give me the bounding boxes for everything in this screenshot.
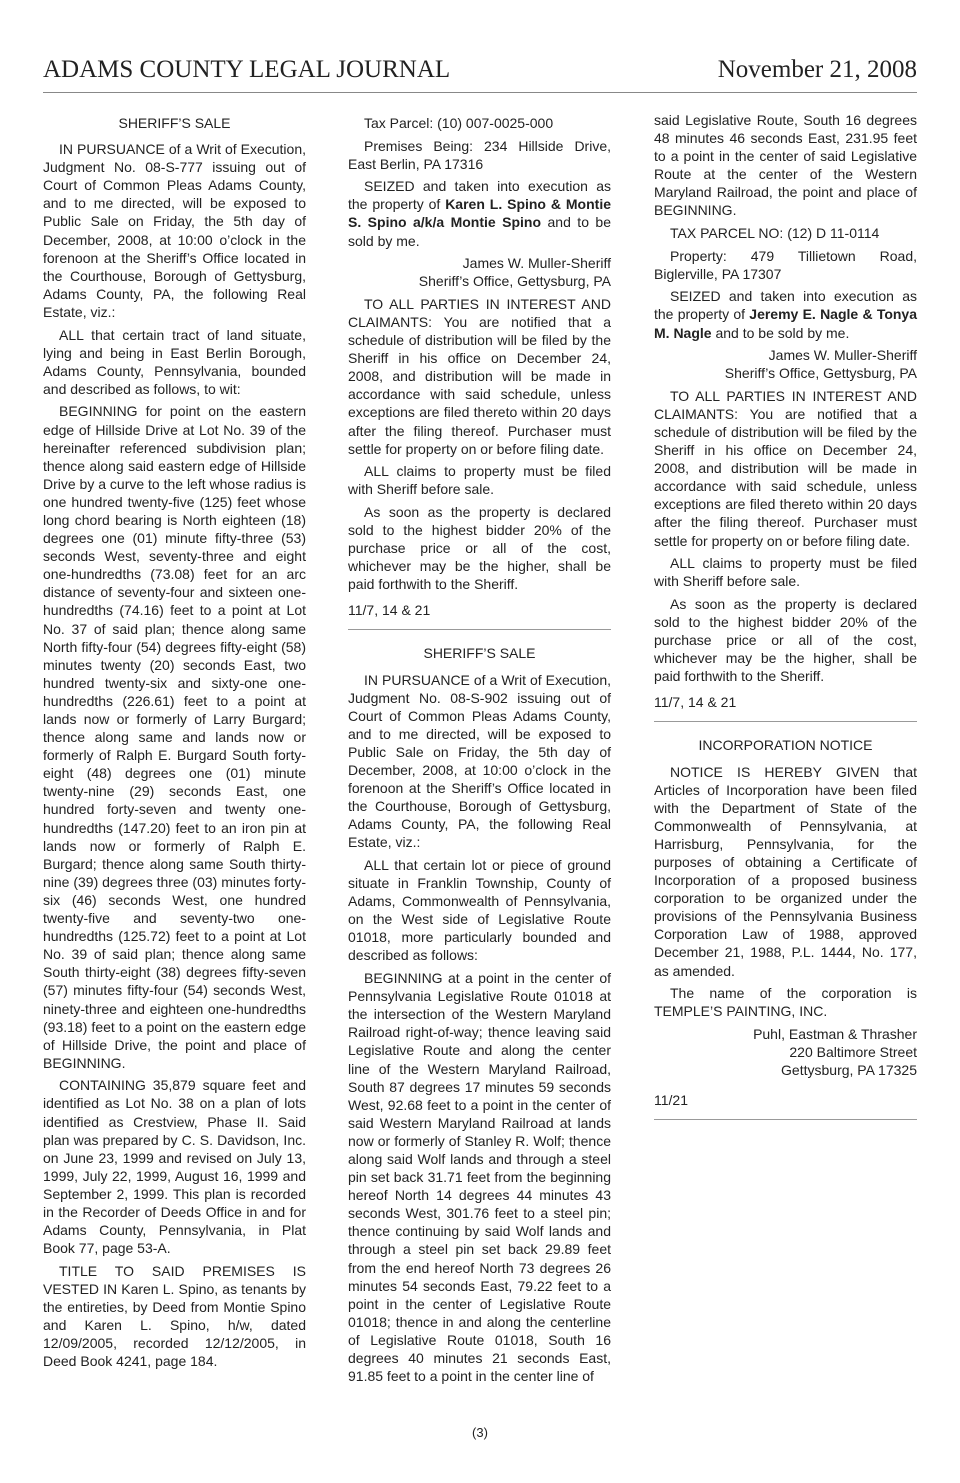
containing-paragraph: CONTAINING 35,879 square feet and identified as Lot No. 38 on a plan of lots identified as Crestview, Phase II. Said plan was prepared by C. S. Davidson, Inc. on June 23, 1999 and revised on July 13, 1999, July 22, 1999, August 16, 1999 and September 2, 1999. This plan is recorded in the Recorder of Deeds Office in and for Adams County, Pennsylvania, in Plat Book 77, page 53-A. bbox=[43, 1077, 306, 1257]
column-1 bbox=[43, 111, 306, 1375]
sheriffs-sale-heading: SHERIFF’S SALE bbox=[423, 645, 536, 662]
claims-paragraph: ALL claims to property must be filed with Sheriff before sale. bbox=[348, 463, 611, 498]
issue-date: November 21, 2008 bbox=[717, 56, 917, 83]
seized-paragraph: SEIZED and taken into execution as the property of Jeremy E. Nagle & Tonya M. Nagle and to be sold by me. bbox=[654, 288, 918, 341]
parties-paragraph: TO ALL PARTIES IN INTEREST AND CLAIMANTS: You are notified that a schedule of distribution will be filed by the Sheriff in his office on December 24, 2008, and distribution will be made in accordance with said schedule, unless exceptions are filed thereto within 20 days after the filing thereof. Purchaser must settle for property on or before filing date. bbox=[654, 387, 917, 549]
sheriff-signature: James W. Muller-Sheriff bbox=[462, 255, 611, 272]
payment-paragraph: As soon as the property is declared sold to the highest bidder 20% of the purchase price or all of the cost, whichever may be the higher, shall be paid forthwith to the Sheriff. bbox=[348, 503, 611, 593]
sheriff-office: Sheriff’s Office, Gettysburg, PA bbox=[724, 365, 917, 382]
title-paragraph: TITLE TO SAID PREMISES IS VESTED IN Karen L. Spino, as tenants by the entireties, by Deed from Montie Spino and Karen L. Spino, h/w, dated 12/09/2005, recorded 12/12/2005, in Deed Book 4241, page 184. bbox=[43, 1262, 306, 1370]
parties-paragraph: TO ALL PARTIES IN INTEREST AND CLAIMANTS: You are notified that a schedule of distribution will be filed by the Sheriff in his office on December 24, 2008, and distribution will be made in accordance with said schedule, unless exceptions are filed thereto within 20 days after the filing thereof. Purchaser must settle for property on or before filing date. bbox=[348, 295, 611, 457]
tax-parcel: Tax Parcel: (10) 007-0025-000 bbox=[364, 115, 554, 131]
property-address: Property: 479 Tillietown Road, Biglerville, PA 17307 bbox=[654, 247, 917, 282]
claims-paragraph: ALL claims to property must be filed with Sheriff before sale. bbox=[654, 555, 917, 590]
publication-dates: 11/7, 14 & 21 bbox=[348, 602, 431, 619]
seized-paragraph: SEIZED and taken into execution as the property of Karen L. Spino & Montie S. Spino a/k/a Montie Spino and to be sold by me. bbox=[348, 178, 612, 249]
notice-paragraph: NOTICE IS HEREBY GIVEN that Articles of Incorporation have been filed with the Department of State of the Commonwealth of Pennsylvania, at Harrisburg, Pennsylvania, for the purposes of obtaining a Certificate of Incorporation of a proposed business corporation to be organized under the provisions of the Pennsylvania Business Corporation Law of 1988, approved December 21, 1988, P.L. 1444, No. 177, as amended. bbox=[654, 763, 917, 979]
divider bbox=[348, 629, 611, 630]
premises: Premises Being: 234 Hillside Drive, East Berlin, PA 17316 bbox=[348, 137, 611, 172]
publication-dates: 11/7, 14 & 21 bbox=[654, 694, 737, 711]
page-number: (3) bbox=[472, 1425, 488, 1440]
defendant-names: Karen L. Spino & Montie S. Spino a/k/a Montie Spino bbox=[348, 196, 611, 231]
sheriff-signature: James W. Muller-Sheriff bbox=[768, 347, 917, 364]
tax-parcel: TAX PARCEL NO: (12) D 11-0114 bbox=[670, 225, 880, 242]
continued-paragraph: said Legislative Route, South 16 degrees 48 minutes 46 seconds East, 231.95 feet to a point in the center of said Legislative Route at the center of the Western Maryland Railroad, the point and place of BEGINNING. bbox=[654, 112, 917, 219]
publication-date: 11/21 bbox=[654, 1092, 688, 1109]
firm-city: Gettysburg, PA 17325 bbox=[781, 1062, 917, 1078]
payment-paragraph: As soon as the property is declared sold to the highest bidder 20% of the purchase price or all of the cost, whichever may be the higher, shall be paid forthwith to the Sheriff. bbox=[654, 595, 917, 685]
corporation-name: The name of the corporation is TEMPLE’S PAINTING, INC. bbox=[654, 985, 917, 1020]
page-header bbox=[43, 52, 917, 93]
incorporation-heading: INCORPORATION NOTICE bbox=[698, 737, 873, 754]
firm-street: 220 Baltimore Street bbox=[789, 1043, 917, 1060]
beginning-paragraph: BEGINNING at a point in the center of Pennsylvania Legislative Route 01018 at the intersection of the Western Maryland Railroad right-of-way; thence leaving said Legislative Route and along the center line of the Western Maryland Railroad, South 87 degrees 17 minutes 59 seconds West, 92.68 feet to a point in the center of said Western Maryland Railroad at lands now or formerly of Stanley R. Wolf; thence along said Wolf lands and through a steel pin set back 31.71 feet from the beginning hereof North 14 degrees 44 minutes 43 seconds West, 301.76 feet to a steel pin; thence continuing by said Wolf lands and through a steel pin set back 29.89 feet from the end hereof North 73 degrees 26 minutes 54 seconds East, 79.22 feet to a point in the center of Legislative Route 01018; thence in and along the centerline of Legislative Route 01018, South 16 degrees 40 minutes 21 seconds East, 91.85 feet to a point in the center line of bbox=[348, 970, 611, 1385]
law-firm: Puhl, Eastman & Thrasher bbox=[753, 1025, 917, 1042]
sheriffs-sale-heading: SHERIFF’S SALE bbox=[118, 115, 231, 131]
beginning-paragraph: BEGINNING for point on the eastern edge of Hillside Drive at Lot No. 39 of the hereinafter referenced subdivision plan; thence along said eastern edge of Hillside Drive by a curve to the left whose radius is one hundred twenty-five (125) feet whose long chord bearing is North eighteen (18) degrees one (01) minute fifty-three (53) seconds West, seventy-three and eight one-hundredths (73.08) feet for an arc distance of seventy-four and sixteen one-hundredths (74.16) feet to a point at Lot No. 37 of said plan; thence along same North fifty-four (54) degrees fifty-eight (58) minutes twenty (20) seconds East, two hundred twenty-six and sixty-one one-hundredths (226.61) feet to a point at lands now or formerly of Larry Burgard; thence along same and lands now or formerly of Ralph E. Burgard South forty-eight (48) degrees one (01) minute twenty-nine (29) seconds East, one hundred forty-seven and twenty one-hundredths (147.20) feet to an iron pin at lands now or formerly of Ralph E. Burgard; thence along same South thirty-nine (39) degrees three (03) minutes forty-six (46) seconds West, one hundred twenty-five and seventy-two one-hundredths (125.72) feet to a point at Lot No. 39 of said plan; thence along same South thirty-eight (38) degrees fifty-seven (57) minutes fifty-four (54) seconds West, ninety-three and eighteen one-hundredths (93.18) feet to a point on the eastern edge of Hillside Drive, the point and place of BEGINNING. bbox=[43, 403, 307, 1071]
sheriff-office: Sheriff’s Office, Gettysburg, PA bbox=[418, 273, 611, 290]
column-2 bbox=[348, 111, 611, 1390]
tract-paragraph: ALL that certain tract of land situate, lying and being in East Berlin Borough, Adams County, Pennsylvania, bounded and described as follows, to wit: bbox=[43, 326, 306, 397]
defendant-names: Jeremy E. Nagle & Tonya M. Nagle bbox=[654, 306, 918, 341]
writ-paragraph: IN PURSUANCE of a Writ of Execution, Judgment No. 08-S-777 issuing out of Court of Common Pleas Adams County, and to me directed, will be exposed to Public Sale on Friday, the 5th day of December, 2008, at 10:00 o’clock in the forenoon at the Sheriff’s Office located in the Courthouse, Borough of Gettysburg, Adams County, PA, the following Real Estate, viz.: bbox=[43, 141, 306, 320]
divider bbox=[654, 1119, 917, 1120]
column-3 bbox=[654, 111, 917, 1134]
lot-paragraph: ALL that certain lot or piece of ground situate in Franklin Township, County of Adams, Commonwealth of Pennsylvania, on the West side of Legislative Route 01018, more particularly bounded and described as follows: bbox=[348, 856, 611, 964]
divider bbox=[654, 721, 917, 722]
journal-title: ADAMS COUNTY LEGAL JOURNAL bbox=[43, 56, 451, 83]
writ-paragraph: IN PURSUANCE of a Writ of Execution, Judgment No. 08-S-902 issuing out of Court of Common Pleas Adams County, and to me directed, will be exposed to Public Sale on Friday, the 5th day of December, 2008, at 10:00 o’clock in the forenoon at the Sheriff’s Office located in the Courthouse, Borough of Gettysburg, Adams County, PA, the following Real Estate, viz.: bbox=[348, 671, 611, 851]
